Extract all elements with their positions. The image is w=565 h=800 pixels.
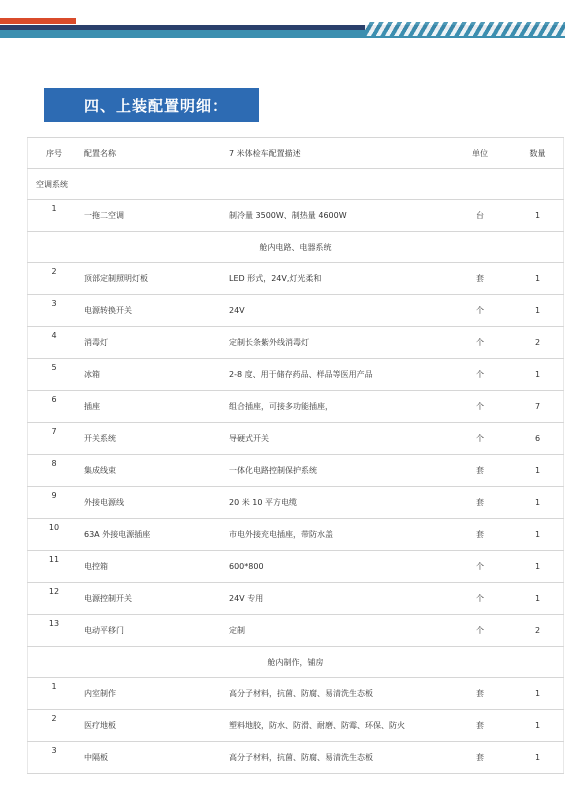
cell-qty: 1 bbox=[512, 583, 564, 615]
cell-no: 4 bbox=[28, 327, 81, 359]
table-row bbox=[28, 391, 564, 423]
cell-desc: 定制长条紫外线消毒灯 bbox=[225, 327, 448, 359]
cell-unit: 个 bbox=[448, 327, 512, 359]
cell-desc: 24V 专用 bbox=[225, 583, 448, 615]
header-unit: 单位 bbox=[448, 138, 512, 169]
cell-qty: 1 bbox=[512, 487, 564, 519]
table-body bbox=[28, 169, 564, 774]
category-title: 舱内制作，铺房 bbox=[28, 647, 564, 678]
cell-qty: 6 bbox=[512, 423, 564, 455]
header-desc: 7 米体检车配置描述 bbox=[225, 138, 448, 169]
cell-unit: 套 bbox=[448, 742, 512, 774]
cell-name: 外接电源线 bbox=[80, 487, 225, 519]
cell-desc: 定制 bbox=[225, 615, 448, 647]
cell-unit: 套 bbox=[448, 678, 512, 710]
table-row bbox=[28, 615, 564, 647]
table-row bbox=[28, 742, 564, 774]
header-name: 配置名称 bbox=[80, 138, 225, 169]
cell-desc: 600*800 bbox=[225, 551, 448, 583]
cell-unit: 个 bbox=[448, 295, 512, 327]
cell-desc: 24V bbox=[225, 295, 448, 327]
table-row bbox=[28, 200, 564, 232]
cell-desc: 导硬式开关 bbox=[225, 423, 448, 455]
cell-desc: 一体化电路控制保护系统 bbox=[225, 455, 448, 487]
cell-no: 13 bbox=[28, 615, 81, 647]
cell-qty: 1 bbox=[512, 678, 564, 710]
cell-no: 2 bbox=[28, 263, 81, 295]
cell-no: 6 bbox=[28, 391, 81, 423]
cell-desc: 20 米 10 平方电缆 bbox=[225, 487, 448, 519]
table-row bbox=[28, 263, 564, 295]
cell-name: 电控箱 bbox=[80, 551, 225, 583]
cell-no: 10 bbox=[28, 519, 81, 551]
cell-unit: 个 bbox=[448, 583, 512, 615]
table-row bbox=[28, 423, 564, 455]
table-row bbox=[28, 678, 564, 710]
header-stripes bbox=[365, 22, 565, 36]
table-row bbox=[28, 519, 564, 551]
cell-name: 中隔板 bbox=[80, 742, 225, 774]
table-row bbox=[28, 455, 564, 487]
cell-name: 电动平移门 bbox=[80, 615, 225, 647]
cell-unit: 套 bbox=[448, 710, 512, 742]
category-title: 空调系统 bbox=[28, 169, 564, 200]
cell-no: 1 bbox=[28, 678, 81, 710]
cell-name: 顶部定制照明灯板 bbox=[80, 263, 225, 295]
section-title: 四、上装配置明细： bbox=[44, 88, 259, 122]
header-accent-red bbox=[0, 18, 76, 24]
table-row bbox=[28, 710, 564, 742]
cell-no: 9 bbox=[28, 487, 81, 519]
cell-no: 7 bbox=[28, 423, 81, 455]
cell-no: 12 bbox=[28, 583, 81, 615]
cell-unit: 个 bbox=[448, 551, 512, 583]
table-row bbox=[28, 327, 564, 359]
cell-desc: LED 形式，24V,灯光柔和 bbox=[225, 263, 448, 295]
cell-desc: 2-8 度、用于储存药品、样品等医用产品 bbox=[225, 359, 448, 391]
cell-name: 一拖二空调 bbox=[80, 200, 225, 232]
cell-no: 2 bbox=[28, 710, 81, 742]
cell-desc: 市电外接充电插座，带防水盖 bbox=[225, 519, 448, 551]
cell-desc: 制冷量 3500W、制热量 4600W bbox=[225, 200, 448, 232]
header-qty: 数量 bbox=[512, 138, 564, 169]
cell-qty: 1 bbox=[512, 295, 564, 327]
cell-unit: 套 bbox=[448, 487, 512, 519]
cell-qty: 2 bbox=[512, 327, 564, 359]
cell-qty: 1 bbox=[512, 551, 564, 583]
cell-desc: 高分子材料，抗菌、防腐、易清洗生态板 bbox=[225, 742, 448, 774]
table-row bbox=[28, 583, 564, 615]
cell-desc: 组合插座，可接多功能插座， bbox=[225, 391, 448, 423]
cell-name: 消毒灯 bbox=[80, 327, 225, 359]
cell-qty: 1 bbox=[512, 200, 564, 232]
header-no: 序号 bbox=[28, 138, 81, 169]
table-row bbox=[28, 295, 564, 327]
cell-name: 电源转换开关 bbox=[80, 295, 225, 327]
cell-unit: 个 bbox=[448, 615, 512, 647]
category-title: 舱内电路、电器系统 bbox=[28, 232, 564, 263]
cell-name: 医疗地板 bbox=[80, 710, 225, 742]
cell-name: 63A 外接电源插座 bbox=[80, 519, 225, 551]
cell-qty: 1 bbox=[512, 742, 564, 774]
table-row bbox=[28, 551, 564, 583]
cell-name: 插座 bbox=[80, 391, 225, 423]
cell-no: 1 bbox=[28, 200, 81, 232]
cell-qty: 2 bbox=[512, 615, 564, 647]
cell-qty: 1 bbox=[512, 359, 564, 391]
cell-no: 3 bbox=[28, 295, 81, 327]
cell-name: 电源控制开关 bbox=[80, 583, 225, 615]
cell-unit: 个 bbox=[448, 359, 512, 391]
cell-qty: 7 bbox=[512, 391, 564, 423]
cell-unit: 套 bbox=[448, 455, 512, 487]
cell-unit: 个 bbox=[448, 391, 512, 423]
cell-qty: 1 bbox=[512, 710, 564, 742]
category-row bbox=[28, 232, 564, 263]
cell-unit: 套 bbox=[448, 263, 512, 295]
cell-unit: 台 bbox=[448, 200, 512, 232]
table-row bbox=[28, 487, 564, 519]
cell-no: 8 bbox=[28, 455, 81, 487]
cell-name: 集成线束 bbox=[80, 455, 225, 487]
cell-no: 5 bbox=[28, 359, 81, 391]
cell-desc: 塑料地胶，防水、防滑、耐磨、防霉、环保、防火 bbox=[225, 710, 448, 742]
cell-unit: 个 bbox=[448, 423, 512, 455]
cell-name: 冰箱 bbox=[80, 359, 225, 391]
cell-desc: 高分子材料，抗菌、防腐、易清洗生态板 bbox=[225, 678, 448, 710]
cell-qty: 1 bbox=[512, 263, 564, 295]
cell-name: 内室制作 bbox=[80, 678, 225, 710]
cell-qty: 1 bbox=[512, 519, 564, 551]
category-row bbox=[28, 647, 564, 678]
cell-name: 开关系统 bbox=[80, 423, 225, 455]
table-row bbox=[28, 359, 564, 391]
category-row bbox=[28, 169, 564, 200]
table-header-row bbox=[28, 138, 564, 169]
config-table bbox=[27, 137, 564, 774]
cell-no: 11 bbox=[28, 551, 81, 583]
cell-unit: 套 bbox=[448, 519, 512, 551]
cell-qty: 1 bbox=[512, 455, 564, 487]
cell-no: 3 bbox=[28, 742, 81, 774]
